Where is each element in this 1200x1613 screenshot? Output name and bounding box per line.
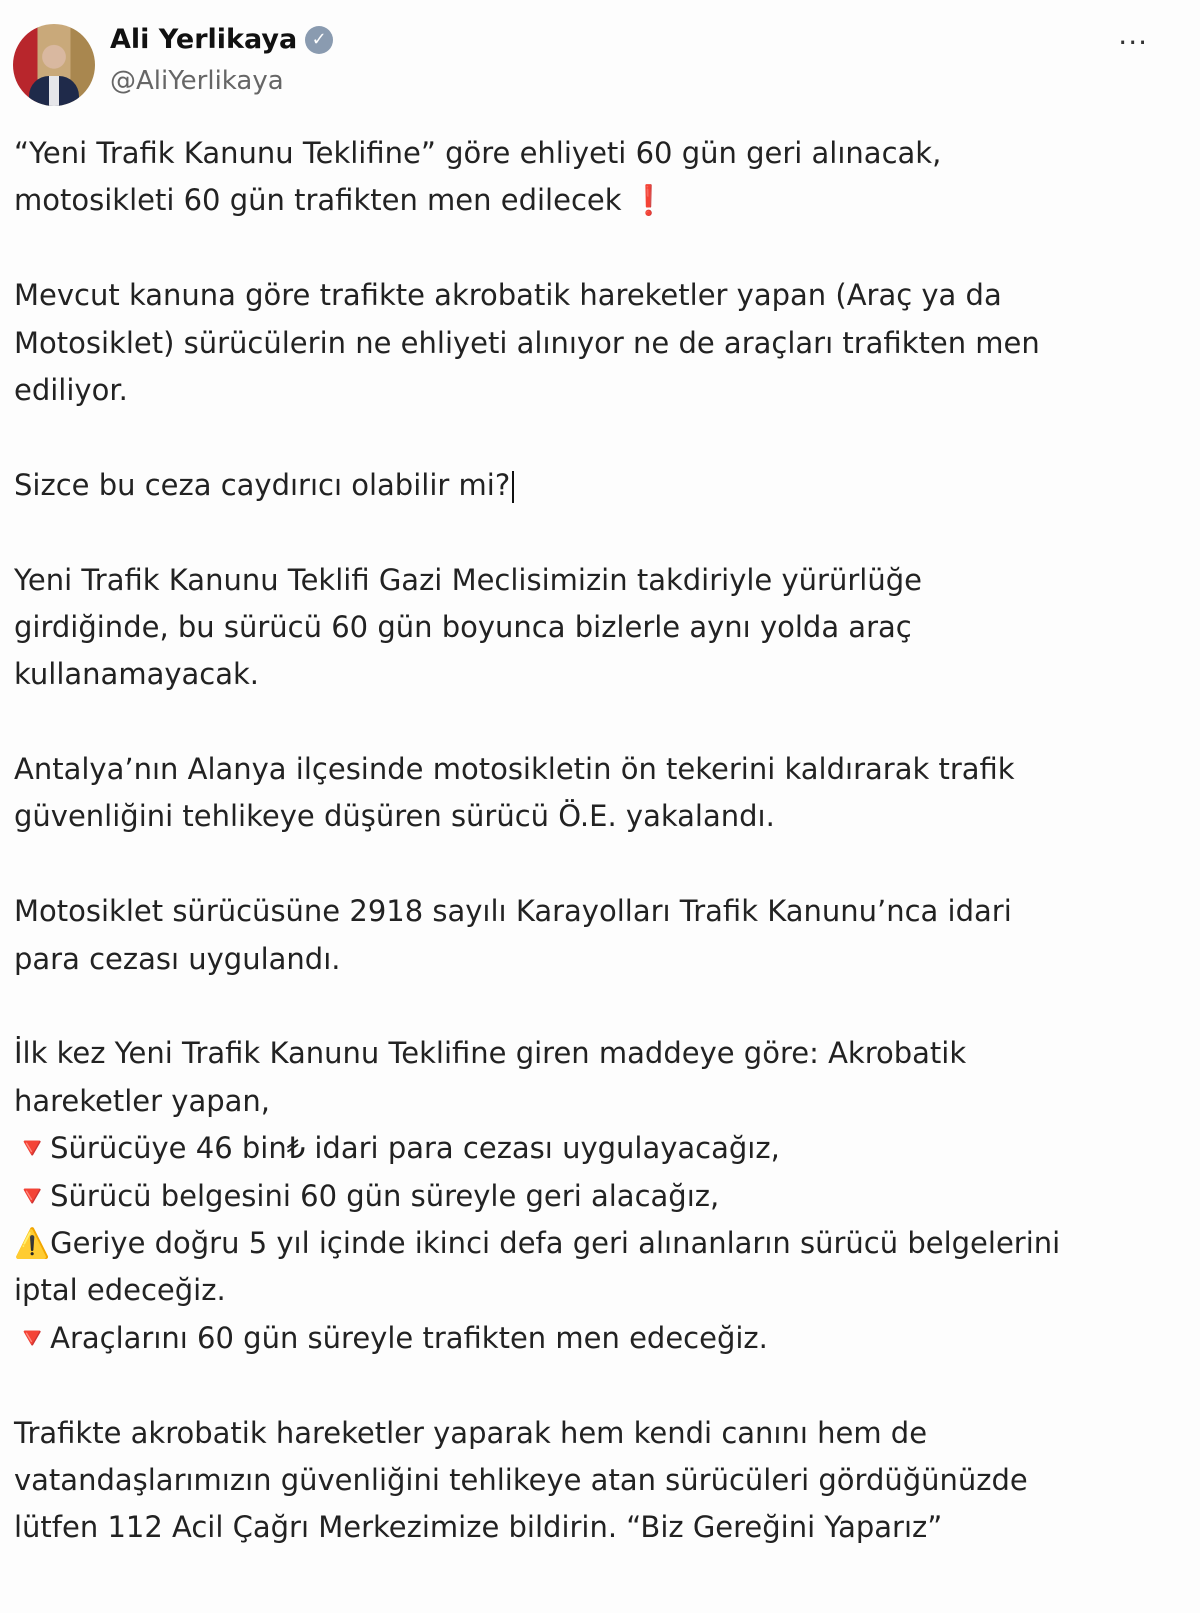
tweet-line: ediliyor. [14,372,128,407]
author-handle[interactable]: @AliYerlikaya [110,66,284,96]
paragraph-gap [14,1362,1174,1409]
tweet-line: hareketler yapan, [14,1083,271,1118]
tweet-line: kullanamayacak. [14,657,259,692]
tweet-line: güvenliğini tehlikeye düşüren sürücü Ö.E. yakalandı. [14,799,775,834]
tweet-line: Sizce bu ceza caydırıcı olabilir mi? [14,462,1174,509]
tweet-text [14,130,1174,1552]
more-options-icon[interactable]: ··· [1118,26,1148,59]
tweet-line: ⚠️Geriye doğru 5 yıl içinde ikinci defa geri alınanların sürücü belgelerini [14,1225,1061,1260]
paragraph-gap [14,509,1174,556]
paragraph-gap [14,225,1174,272]
tweet-line: Motosiklet sürücüsüne 2918 sayılı Karayolları Trafik Kanunu’nca idari [14,894,1012,929]
tweet-line: 🔻Sürücü belgesini 60 gün süreyle geri alacağız, [14,1178,720,1213]
tweet-line: İlk kez Yeni Trafik Kanunu Teklifine giren maddeye göre: Akrobatik [14,1036,967,1071]
tweet-line: iptal edeceğiz. [14,1273,226,1308]
tweet-line: girdiğinde, bu sürücü 60 gün boyunca bizlerle aynı yolda araç [14,609,912,644]
tweet-line: motosikleti 60 gün trafikten men edilecek ❗ [14,183,667,218]
tweet-line: “Yeni Trafik Kanunu Teklifine” göre ehliyeti 60 gün geri alınacak, [14,136,942,170]
tweet-line: Motosiklet) sürücülerin ne ehliyeti alınıyor ne de araçları trafikten men [14,325,1040,360]
tweet-line: Trafikte akrobatik hareketler yaparak hem kendi canını hem de [14,1415,928,1450]
paragraph-gap [14,414,1174,461]
tweet-line: Mevcut kanuna göre trafikte akrobatik hareketler yapan (Araç ya da [14,278,1002,313]
paragraph-gap [14,983,1174,1030]
tweet-line: Yeni Trafik Kanunu Teklifi Gazi Meclisimizin takdiriyle yürürlüğe [14,562,922,597]
verified-badge-icon: ✓ [305,26,333,54]
tweet-line: Antalya’nın Alanya ilçesinde motosikletin ön tekerini kaldırarak trafik [14,752,1015,787]
paragraph-gap [14,841,1174,888]
avatar[interactable] [13,24,95,106]
tweet-line: lütfen 112 Acil Çağrı Merkezimize bildirin. “Biz Gereğini Yaparız” [14,1510,943,1545]
avatar-shirt [49,76,59,106]
text-cursor [512,471,514,503]
author-name-row[interactable] [110,24,333,55]
tweet-line: 🔻Sürücüye 46 bin₺ idari para cezası uygulayacağız, [14,1131,780,1166]
tweet-line: 🔻Araçlarını 60 gün süreyle trafikten men edeceğiz. [14,1320,768,1355]
paragraph-gap [14,699,1174,746]
tweet-line: vatandaşlarımızın güvenliğini tehlikeye atan sürücüleri gördüğünüzde [14,1462,1028,1497]
tweet-line: para cezası uygulandı. [14,941,341,976]
author-name[interactable]: Ali Yerlikaya [110,24,298,55]
